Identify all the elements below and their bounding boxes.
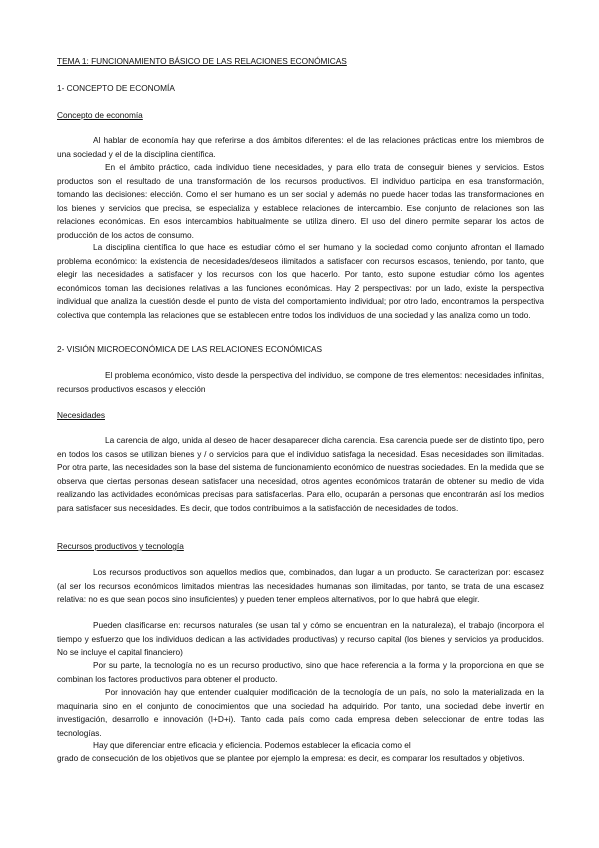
paragraph-2: En el ámbito práctico, cada individuo tiene necesidades, y para ello trata de conseguir bienes y servicios. Estos productos son el resultado de una transformación de los recursos productivos. El individuo participa en esa transformación, tomando las decisiones: elección. Como el ser humano es un ser social y además no puede hacer todas las transformaciones en los bienes y servicios que precisa, se especializa y establece relaciones de intercambio. Ese conjunto de relaciones son las relaciones económicas. En esos intercambios habitualmente se utiliza dinero. El uso del dinero permite separar los actos de producción de los actos de consumo. (57, 162, 544, 240)
subheading-necesidades: Necesidades (57, 410, 105, 420)
subheading-recursos: Recursos productivos y tecnología (57, 541, 184, 551)
paragraph-3: La disciplina científica lo que hace es estudiar cómo el ser humano y la sociedad como conjunto afrontan el llamado problema económico: la existencia de necesidades/deseos ilimitados a satisfacer con recursos escasos, teniendo, por tanto, que elegir las necesidades a satisfacer y los recursos con los que hacerlo. Por tanto, esto supone estudiar cómo los agentes económicos toman las decisiones relativas a las funciones económicas. Hay 2 perspectivas: por un lado, existe la perspectiva individual que analiza la cuestión desde el punto de vista del comportamiento individual; por otro lado, encontramos la perspectiva colectiva que contempla las relaciones que se establecen entre todos los individuos de una sociedad y las analiza como un todo. (57, 242, 544, 320)
paragraph-7: Pueden clasificarse en: recursos naturales (se usan tal y cómo se encuentran en la naturaleza), el trabajo (incorpora el tiempo y esfuerzo que los individuos dedican a las actividades productivas) y recurso capital (los bienes y servicios ya producidos. No se incluye el capital financiero) (57, 620, 544, 657)
paragraph-6: Los recursos productivos son aquellos medios que, combinados, dan lugar a un producto. Se caracterizan por: escasez (al ser los recursos económicos limitados mientras las necesidades humanas son ilimitadas, por tanto, se trata de una escasez relativa: no es que sean pocos sino insuficientes) y pueden tener empleos alternativos, por lo que habrá que elegir. (57, 567, 544, 604)
paragraph-8: Por su parte, la tecnología no es un recurso productivo, sino que hace referencia a la forma y la proporciona en que se combinan los factores productivos para obtener el producto. (57, 660, 544, 684)
paragraph-1: Al hablar de economía hay que referirse a dos ámbitos diferentes: el de las relaciones prácticas entre los miembros de una sociedad y el de la disciplina científica. (57, 135, 544, 159)
section-heading-2: 2- VISIÓN MICROECONÓMICA DE LAS RELACIONES ECONÓMICAS (57, 344, 323, 354)
paragraph-10-line-1: Hay que diferenciar entre eficacia y eficiencia. Podemos establecer la eficacia como el (93, 740, 411, 750)
paragraph-10-line-2: grado de consecución de los objetivos que se plantee por ejemplo la empresa: es decir, es comparar los resultados y objetivos. (57, 753, 525, 763)
document-title: TEMA 1: FUNCIONAMIENTO BÁSICO DE LAS RELACIONES ECONÓMICAS (57, 56, 347, 66)
paragraph-5: La carencia de algo, unida al deseo de hacer desaparecer dicha carencia. Esa carencia puede ser de distinto tipo, pero en todos los casos se utilizan bienes y / o servicios para que el individuo satisfaga la necesidad. Esas necesidades son ilimitadas. Por otra parte, las necesidades son la base del sistema de funcionamiento económico de nuestras sociedades. En la medida que se observa que ciertas personas desean satisfacer una necesidad, otros agentes económicos tratarán de obtener su medio de vida realizando las actividades económicas precisas para satisfacerlas. Para ello, ocuparán a personas que encontrarán así los medios para satisfacer sus necesidades. Es decir, que todos contribuimos a la satisfacción de necesidades de todos. (57, 435, 544, 513)
paragraph-9: Por innovación hay que entender cualquier modificación de la tecnología de un país, no solo la materializada en la maquinaria sino en el conjunto de conocimientos que una sociedad ha adquirido. Por tanto, una sociedad debe invertir en investigación, desarrollo e innovación (I+D+i). Tanto cada país como cada empresa deben seleccionar de entre todas las tecnologías. (57, 687, 544, 738)
paragraph-4: El problema económico, visto desde la perspectiva del individuo, se compone de tres elementos: necesidades infinitas, recursos productivos escasos y elección (57, 370, 544, 394)
section-heading-1: 1- CONCEPTO DE ECONOMÍA (57, 83, 175, 93)
subheading-concepto: Concepto de economía (57, 110, 143, 120)
